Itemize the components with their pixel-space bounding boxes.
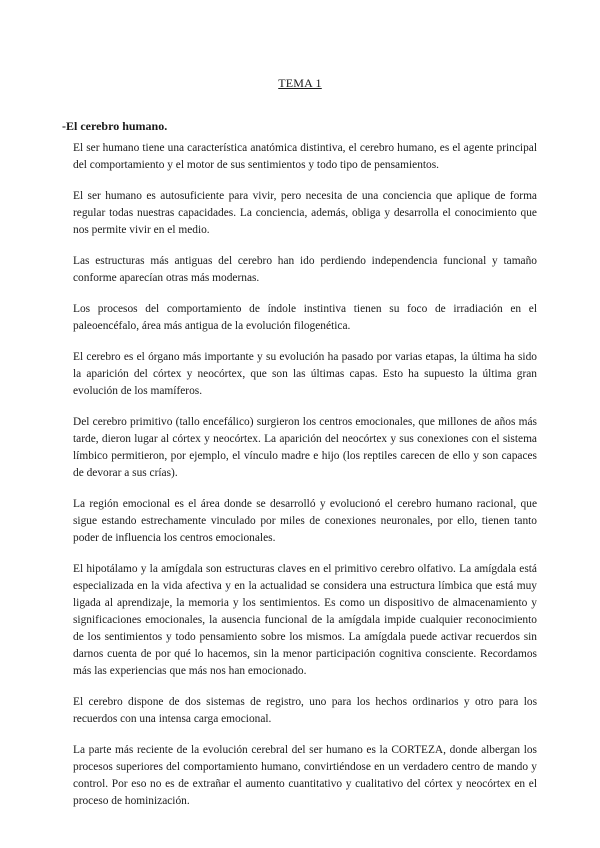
paragraph-3: Las estructuras más antiguas del cerebro han ido perdiendo independencia funcional y tamaño conforme aparecían otras más modernas. bbox=[73, 255, 537, 284]
paragraph-9: El cerebro dispone de dos sistemas de registro, uno para los hechos ordinarios y otro para los recuerdos con una intensa carga emocional. bbox=[73, 696, 537, 725]
paragraph-10: La parte más reciente de la evolución cerebral del ser humano es la CORTEZA, donde albergan los procesos superiores del comportamiento humano, convirtiéndose en un verdadero centro de mando y control. Por eso no es de extrañar el aumento cuantitativo y cualitativo del córtex y neocórtex en el proceso de hominización. bbox=[73, 744, 537, 807]
paragraph-6: Del cerebro primitivo (tallo encefálico) surgieron los centros emocionales, que millones de años más tarde, dieron lugar al córtex y neocórtex. La aparición del neocórtex y sus conexiones con el sistema límbico permitieron, por ejemplo, el vínculo madre e hijo (los reptiles carecen de ello y son capaces de devorar a sus crías). bbox=[73, 416, 537, 479]
page-title: TEMA 1 bbox=[278, 76, 322, 90]
paragraph-8: El hipotálamo y la amígdala son estructuras claves en el primitivo cerebro olfativo. La amígdala está especializada en la vida afectiva y en la actualidad se considera una estructura límbica que está muy ligada al aprendizaje, la memoria y los sentimientos. Es como un dispositivo de almacenamiento y significaciones emocionales, la ausencia funcional de la amígdala impide cualquier reconocimiento de los sentimientos y todo pensamiento sobre los mismos. La amígdala puede activar recuerdos sin darnos cuenta de por qué lo hacemos, sin la menor participación cognitiva consciente. Recordamos más las experiencias que más nos han emocionado. bbox=[73, 563, 537, 677]
paragraph-2: El ser humano es autosuficiente para vivir, pero necesita de una conciencia que aplique de forma regular todas nuestras capacidades. La conciencia, además, obliga y desarrolla el conocimiento que nos permite vivir en el medio. bbox=[73, 190, 537, 236]
paragraph-5: El cerebro es el órgano más importante y su evolución ha pasado por varias etapas, la última ha sido la aparición del córtex y neocórtex, que son las últimas capas. Esto ha supuesto la última gran evolución de los mamíferos. bbox=[73, 351, 537, 397]
section-heading: -El cerebro humano. bbox=[62, 119, 168, 133]
paragraph-4: Los procesos del comportamiento de índole instintiva tienen su foco de irradiación en el paleoencéfalo, área más antigua de la evolución filogenética. bbox=[73, 303, 537, 332]
document-body bbox=[73, 140, 537, 824]
paragraph-7: La región emocional es el área donde se desarrolló y evolucionó el cerebro humano racional, que sigue estando estrechamente vinculado por miles de conexiones neuronales, por ello, tienen tanto poder de influencia los centros emocionales. bbox=[73, 498, 537, 544]
paragraph-1: El ser humano tiene una característica anatómica distintiva, el cerebro humano, es el agente principal del comportamiento y el motor de sus sentimientos y todo tipo de pensamientos. bbox=[73, 142, 537, 171]
